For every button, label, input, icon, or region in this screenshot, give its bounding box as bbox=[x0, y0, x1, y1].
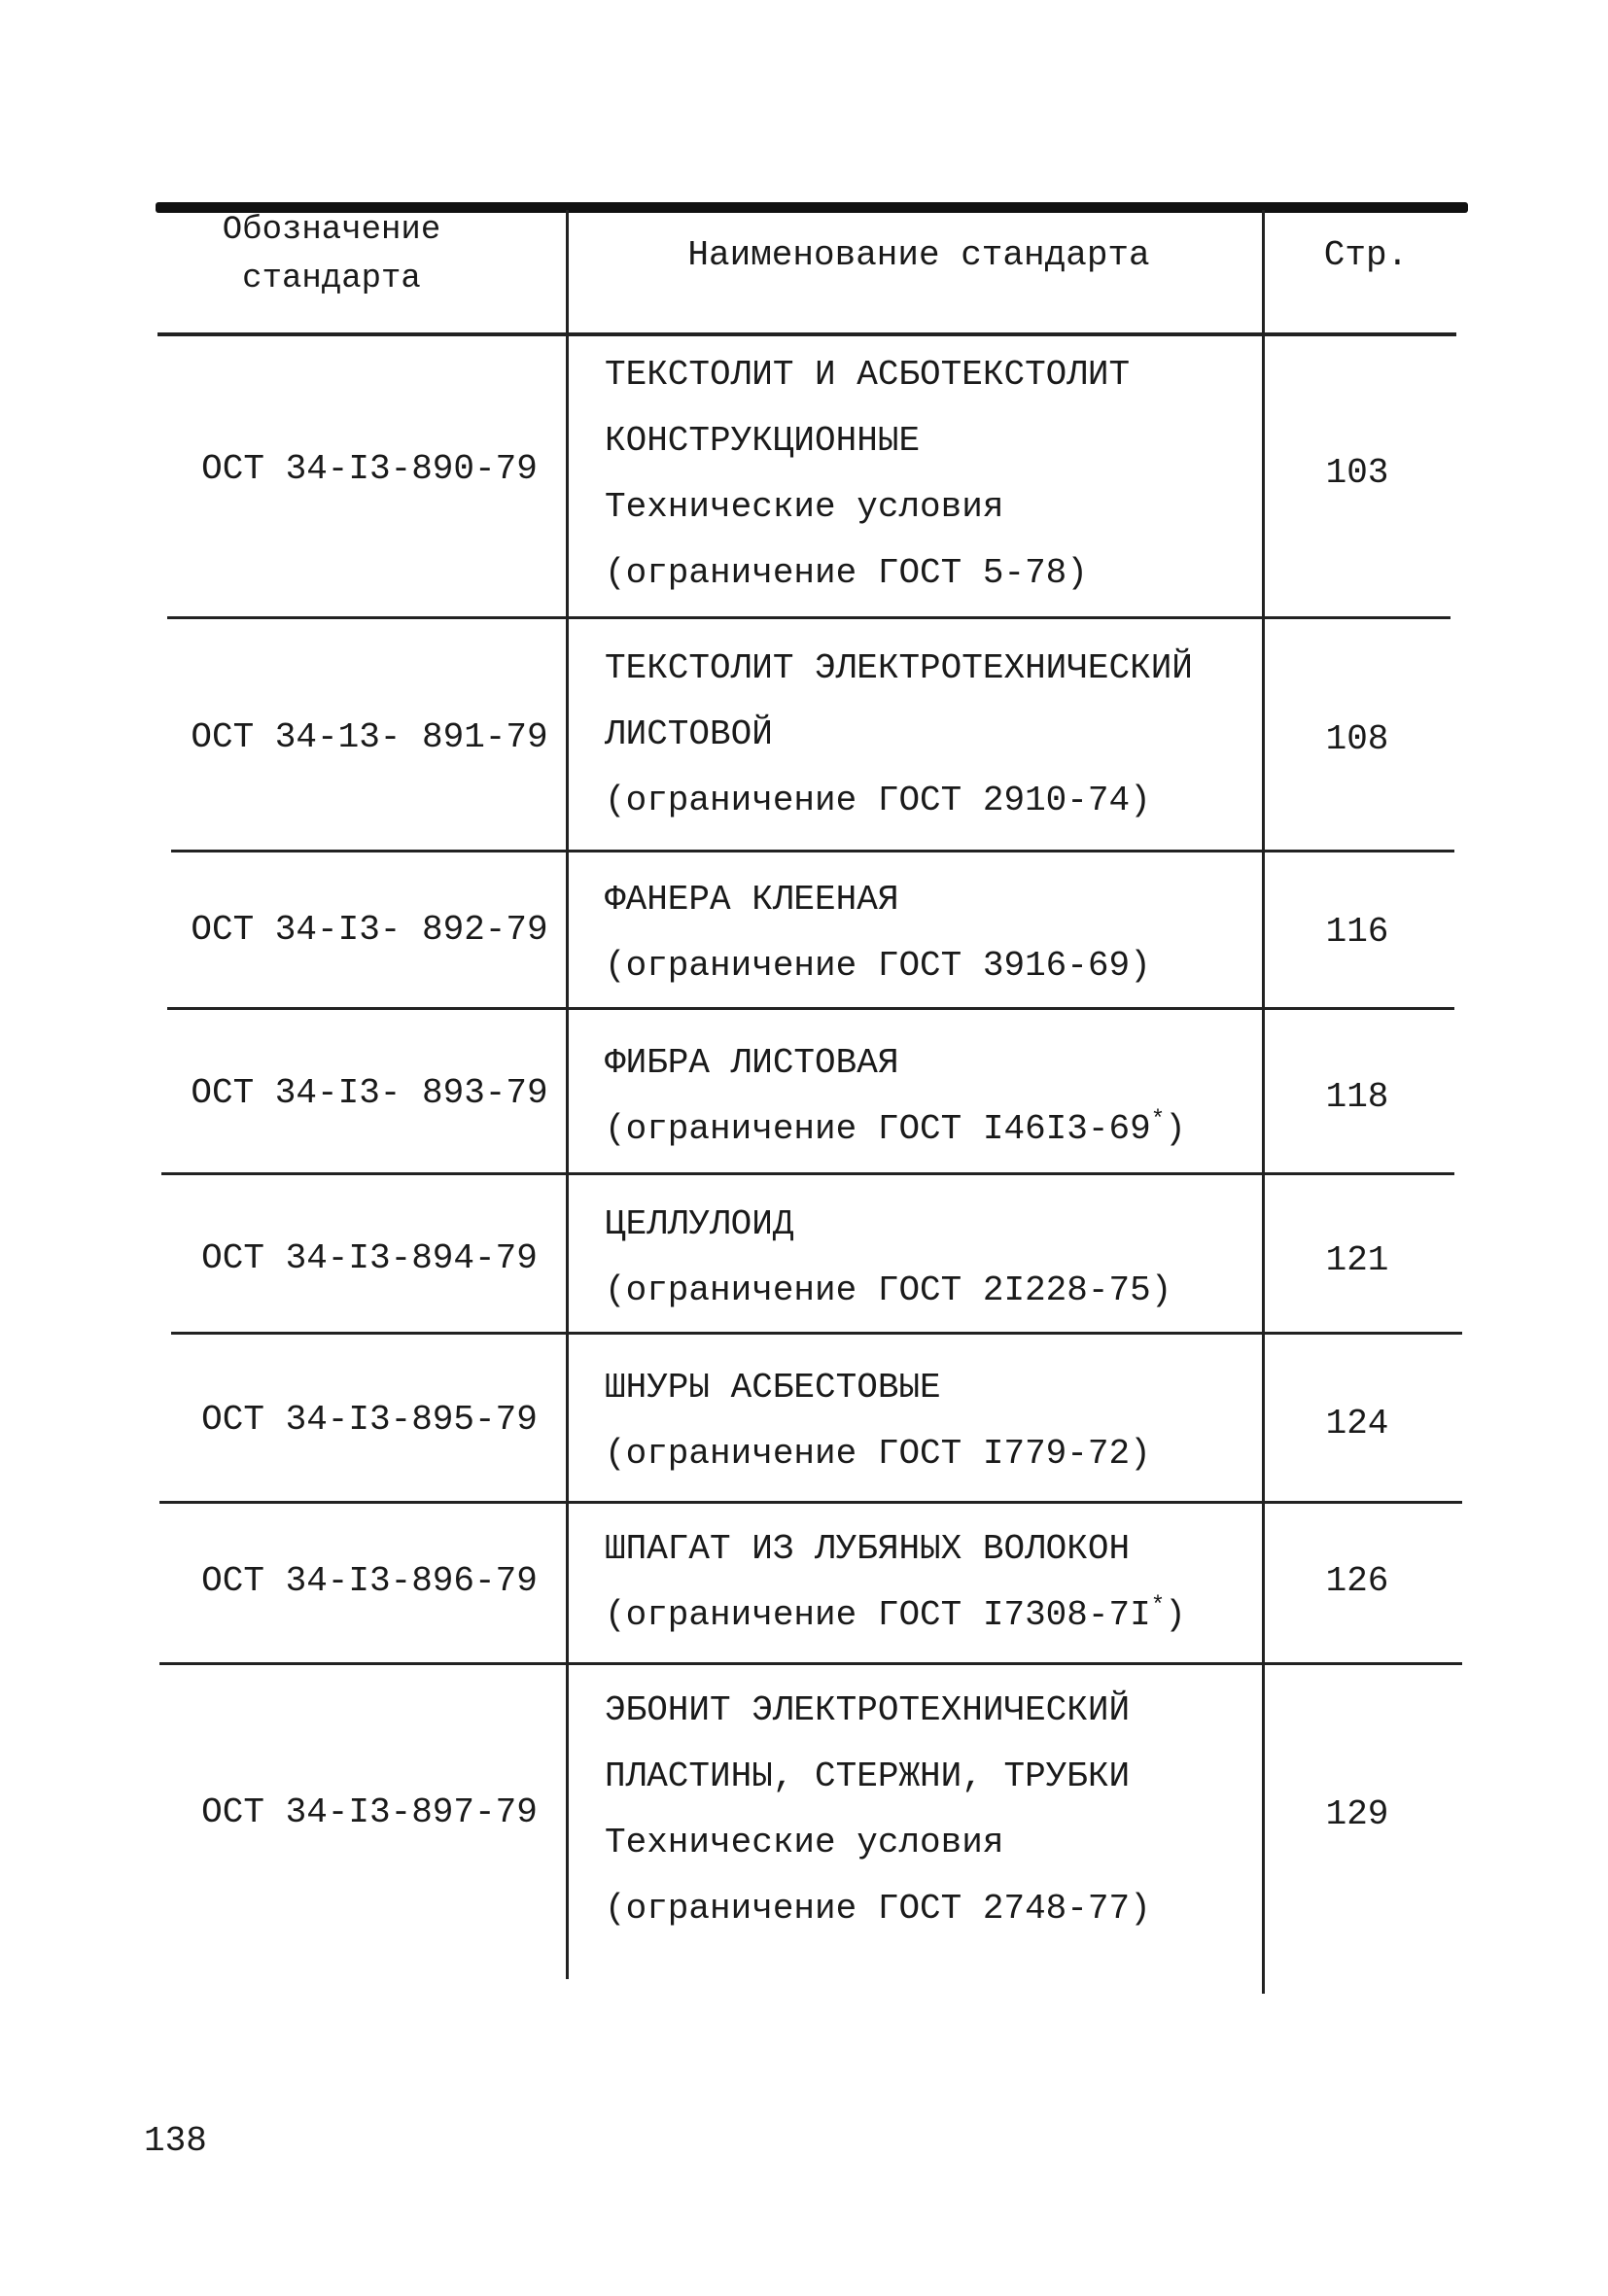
row-name-line: ТЕКСТОЛИТ ЭЛЕКТРОТЕХНИЧЕСКИЙ bbox=[605, 648, 1193, 688]
row-name-tail: ) bbox=[1165, 1595, 1186, 1635]
row-name bbox=[605, 1192, 1266, 1324]
header-code bbox=[220, 206, 443, 303]
row-name-line: Технические условия bbox=[605, 1823, 1004, 1862]
row-name-line bbox=[605, 1583, 1266, 1649]
row-name bbox=[605, 867, 1266, 999]
row-page: 103 bbox=[1325, 453, 1389, 493]
row-code: ОСТ 34-I3-897-79 bbox=[201, 1792, 538, 1832]
row-name-line: (ограничение ГОСТ 2910-74) bbox=[605, 781, 1151, 820]
row-code: ОСТ 34-I3-896-79 bbox=[201, 1561, 538, 1601]
row-code: ОСТ 34-I3-895-79 bbox=[201, 1400, 538, 1440]
row-code: ОСТ 34-I3- 892-79 bbox=[191, 910, 548, 950]
row-name-line: ШНУРЫ АСБЕСТОВЫЕ bbox=[605, 1368, 941, 1408]
row-name-line: ФИБРА ЛИСТОВАЯ bbox=[605, 1043, 899, 1083]
row-name-line: ЛИСТОВОЙ bbox=[605, 714, 773, 754]
header-code-line1: Обозначение bbox=[222, 212, 441, 249]
row-name-line: ЭБОНИТ ЭЛЕКТРОТЕХНИЧЕСКИЙ bbox=[605, 1690, 1131, 1730]
row-name-text: (ограничение ГОСТ I46I3-69 bbox=[605, 1109, 1151, 1149]
row-code: ОСТ 34-13- 891-79 bbox=[191, 717, 548, 757]
row-name-line: (ограничение ГОСТ 2748-77) bbox=[605, 1889, 1151, 1929]
header-page: Стр. bbox=[1323, 235, 1409, 275]
row-divider bbox=[159, 1501, 1462, 1504]
footnote-mark: * bbox=[1150, 1107, 1166, 1133]
footnote-mark: * bbox=[1150, 1593, 1166, 1619]
row-page: 126 bbox=[1325, 1561, 1389, 1601]
row-name-line: (ограничение ГОСТ 2I228-75) bbox=[605, 1270, 1172, 1310]
row-divider bbox=[159, 1662, 1462, 1665]
row-code: ОСТ 34-I3-894-79 bbox=[201, 1238, 538, 1278]
row-name-line: (ограничение ГОСТ 5-78) bbox=[605, 553, 1088, 593]
row-name bbox=[605, 1678, 1266, 1942]
row-divider bbox=[167, 616, 1451, 619]
row-name bbox=[605, 342, 1266, 607]
header-code-line2: стандарта bbox=[242, 261, 421, 297]
row-name-line: ФАНЕРА КЛЕЕНАЯ bbox=[605, 880, 899, 920]
row-divider bbox=[167, 1007, 1454, 1010]
row-name-line: ПЛАСТИНЫ, СТЕРЖНИ, ТРУБКИ bbox=[605, 1757, 1131, 1796]
row-name-line: ЦЕЛЛУЛОИД bbox=[605, 1204, 794, 1244]
row-name-line: Технические условия bbox=[605, 487, 1004, 527]
row-page: 116 bbox=[1325, 912, 1389, 952]
row-name bbox=[605, 1355, 1266, 1487]
row-divider bbox=[171, 850, 1454, 852]
row-name-line bbox=[605, 1096, 1266, 1163]
row-page: 121 bbox=[1325, 1240, 1389, 1280]
row-name-line: (ограничение ГОСТ I779-72) bbox=[605, 1434, 1151, 1474]
row-page: 108 bbox=[1325, 719, 1389, 759]
page-number: 138 bbox=[144, 2121, 207, 2161]
row-name-line: КОНСТРУКЦИОННЫЕ bbox=[605, 421, 921, 461]
row-divider bbox=[171, 1332, 1462, 1335]
row-name bbox=[605, 1030, 1266, 1163]
row-divider bbox=[161, 1172, 1454, 1175]
header-name: Наименование стандарта bbox=[687, 235, 1150, 275]
row-name-line: ТЕКСТОЛИТ И АСБОТЕКСТОЛИТ bbox=[605, 355, 1131, 395]
row-code: ОСТ 34-I3- 893-79 bbox=[191, 1073, 548, 1113]
row-page: 124 bbox=[1325, 1404, 1389, 1444]
row-name-line: ШПАГАТ ИЗ ЛУБЯНЫХ ВОЛОКОН bbox=[605, 1529, 1131, 1569]
row-name bbox=[605, 636, 1266, 834]
row-page: 129 bbox=[1325, 1794, 1389, 1834]
row-page: 118 bbox=[1325, 1077, 1389, 1117]
row-name bbox=[605, 1516, 1266, 1649]
row-name-line: (ограничение ГОСТ 3916-69) bbox=[605, 946, 1151, 986]
row-name-tail: ) bbox=[1165, 1109, 1186, 1149]
row-name-text: (ограничение ГОСТ I7308-7I bbox=[605, 1595, 1151, 1635]
row-code: ОСТ 34-I3-890-79 bbox=[201, 449, 538, 489]
